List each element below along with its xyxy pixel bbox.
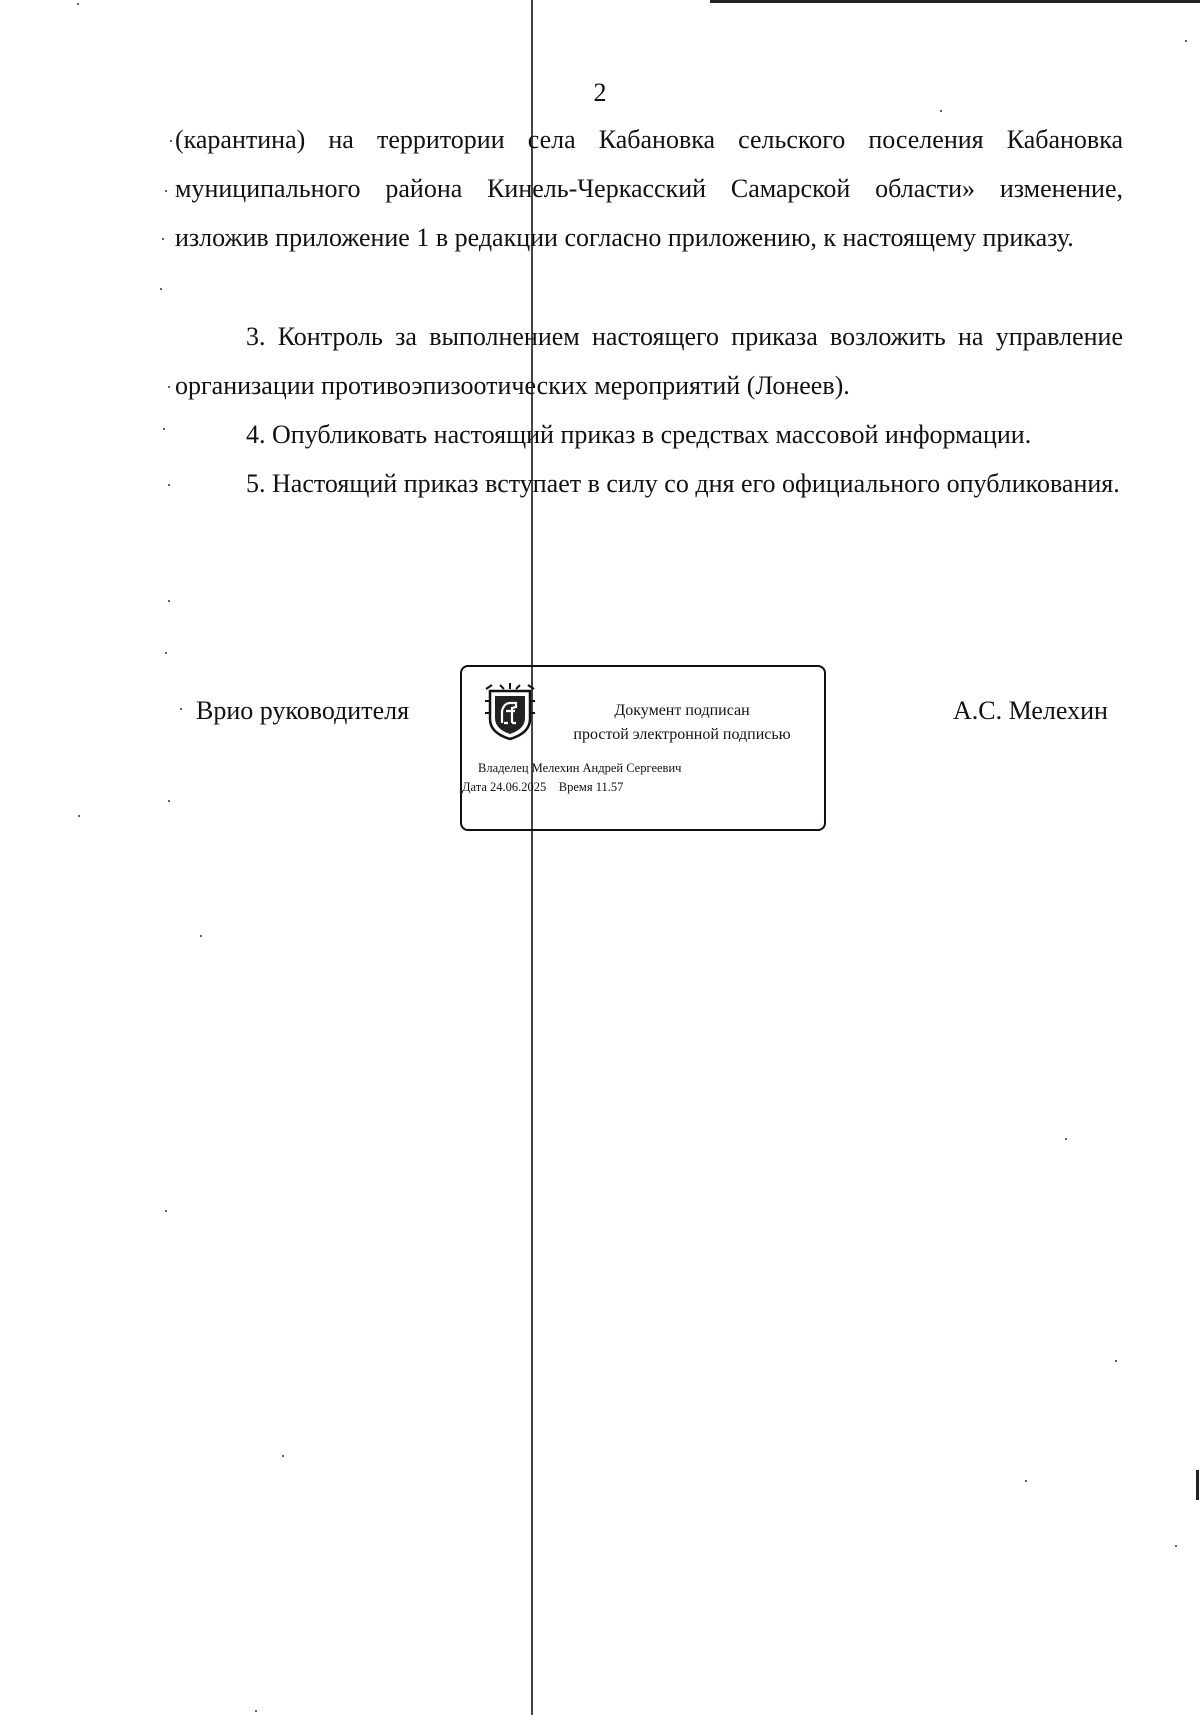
scan-speck	[162, 238, 164, 240]
scan-speck	[282, 1455, 284, 1457]
scan-speck	[180, 708, 182, 710]
paragraph-text: 3. Контроль за выполнением настоящего приказа возложить на управление организации противоэпизоотических мероприятий (Лонеев).	[175, 322, 1123, 400]
scan-speck	[165, 652, 167, 654]
coat-of-arms-icon	[482, 681, 538, 741]
scan-speck	[165, 190, 167, 192]
page-number: 2	[593, 78, 607, 107]
scan-speck	[168, 600, 170, 602]
paragraph-4	[175, 410, 1123, 459]
paragraph-text: 5. Настоящий приказ вступает в силу со дня его официального опубликования.	[246, 469, 1120, 498]
scan-speck	[1185, 40, 1187, 42]
scan-speck	[168, 484, 170, 486]
paragraph-3	[175, 312, 1123, 410]
signatory-name: А.С. Мелехин	[953, 696, 1108, 725]
scan-speck	[163, 428, 165, 430]
scan-speck	[77, 3, 79, 5]
scan-speck	[200, 935, 202, 937]
scan-speck	[168, 800, 170, 802]
scan-speck	[168, 386, 170, 388]
scan-speck	[1175, 1545, 1177, 1547]
scan-speck	[1115, 1360, 1117, 1362]
scan-top-edge	[710, 0, 1200, 3]
scan-speck	[1025, 1480, 1027, 1482]
scan-speck	[160, 288, 162, 290]
signatory-position: Врио руководителя	[196, 696, 410, 725]
scan-edge-mark	[1196, 1470, 1199, 1500]
scan-speck	[255, 1710, 257, 1712]
scan-speck	[170, 140, 172, 142]
scan-speck	[940, 110, 942, 112]
paragraph-amendment	[175, 115, 1123, 262]
paragraph-5	[175, 459, 1123, 508]
paragraph-text: 4. Опубликовать настоящий приказ в средствах массовой информации.	[246, 420, 1032, 449]
paragraph-text: (карантина) на территории села Кабановка сельского поселения Кабановка муниципального района Кинель-Черкасский Самарской области» изменение, изложив приложение 1 в редакции согласно приложению, к настоящему приказу.	[175, 125, 1123, 252]
stamp-owner: Владелец Мелехин Андрей Сергеевич	[478, 761, 682, 775]
scan-speck	[165, 1210, 167, 1212]
stamp-date-time: Дата 24.06.2025 Время 11.57	[462, 780, 624, 794]
scan-speck	[78, 815, 80, 817]
stamp-title: Документ подписан	[614, 702, 750, 719]
electronic-signature-stamp	[460, 665, 826, 831]
scan-speck	[1065, 1138, 1067, 1140]
stamp-subtitle: простой электронной подписью	[573, 726, 791, 743]
